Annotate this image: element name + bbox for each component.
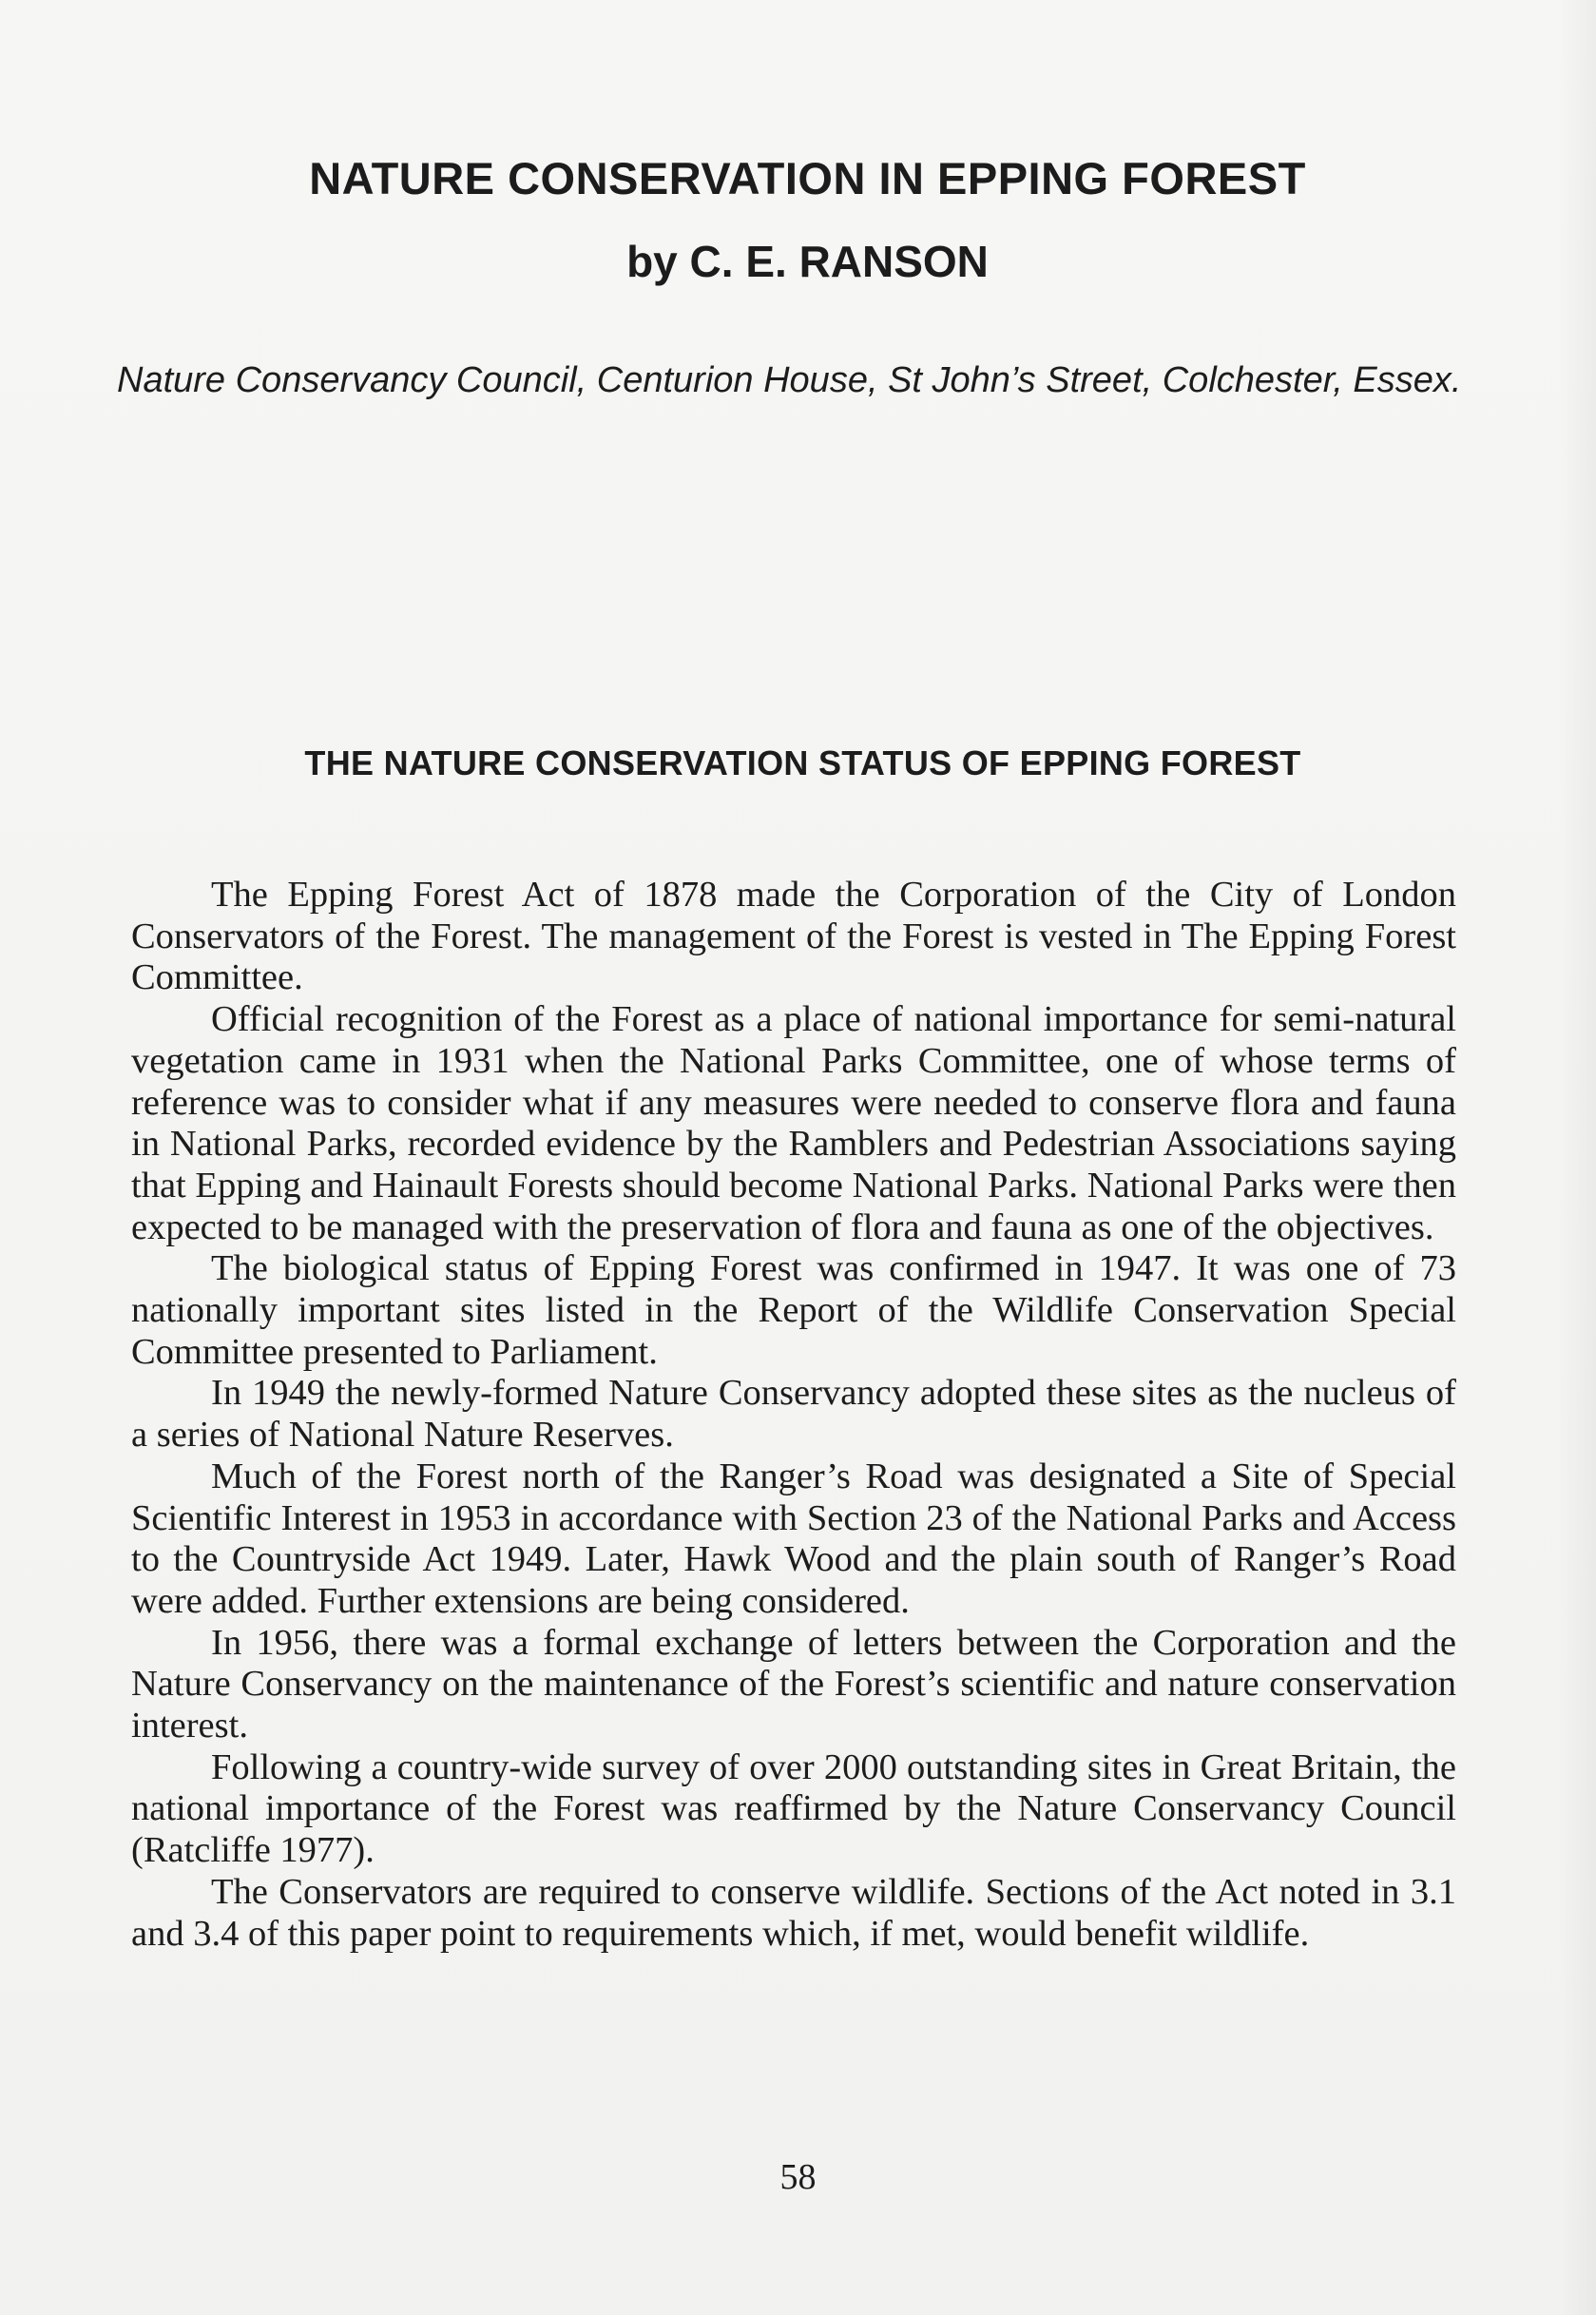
page-number: 58 [779,2157,817,2197]
paragraph: In 1956, there was a formal exchange of letters between the Corporation and the Nature Conservancy on the maintenance of the Forest’s scientific and nature conservation interest. [131,1622,1456,1746]
page-edge-shadow [1558,0,1596,2315]
paragraph: Official recognition of the Forest as a place of national importance for semi-natural vegetation came in 1931 when the National Parks Committee, one of whose terms of reference was to consider what if any measures were needed to conserve flora and fauna in National Parks, recorded evidence by the Ramblers and Pedestrian Associations saying that Epping and Hainault Forests should become National Parks. National Parks were then expected to be managed with the preservation of flora and fauna as one of the objectives. [131,999,1456,1247]
paragraph: In 1949 the newly-formed Nature Conservancy adopted these sites as the nucleus of a series of National Nature Reserves. [131,1373,1456,1456]
author-affiliation: Nature Conservancy Council, Centurion House, St John’s Street, Colchester, Essex. [117,360,1462,400]
paragraph: Much of the Forest north of the Ranger’s Road was designated a Site of Special Scientific Interest in 1953 in accordance with Section 23 of the National Parks and Access to the Countryside Act 1949. Later, Hawk Wood and the plain south of Ranger’s Road were added. Further extensions are being considered. [131,1456,1456,1621]
paragraph: Following a country-wide survey of over 2000 outstanding sites in Great Britain, the national importance of the Forest was reaffirmed by the Nature Conservancy Council (Ratcliffe 1977). [131,1746,1456,1871]
section-body [131,875,1456,1955]
article-title: NATURE CONSERVATION IN EPPING FOREST [309,153,1306,203]
paragraph: The biological status of Epping Forest was confirmed in 1947. It was one of 73 nationally important sites listed in the Report of the Wildlife Conservation Special Committee presented to Parliament. [131,1248,1456,1372]
article-author: by C. E. RANSON [626,237,989,286]
paragraph: The Conservators are required to conserve wildlife. Sections of the Act noted in 3.1 and 3.4 of this paper point to requirements which, if met, would benefit wildlife. [131,1871,1456,1954]
section-heading: THE NATURE CONSERVATION STATUS OF EPPING FOREST [304,743,1301,782]
paragraph: The Epping Forest Act of 1878 made the Corporation of the City of London Conservators of the Forest. The management of the Forest is vested in The Epping Forest Committee. [131,875,1456,998]
